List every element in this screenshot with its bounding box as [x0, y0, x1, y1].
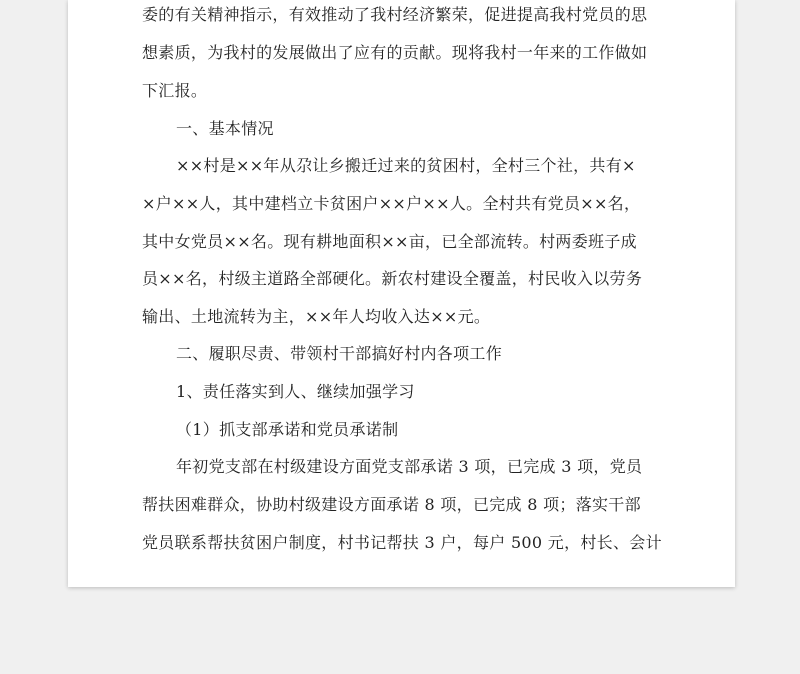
subsection-heading: （1）抓支部承诺和党员承诺制 [176, 420, 399, 439]
section-heading: 二、履职尽责、带领村干部搞好村内各项工作 [176, 344, 503, 363]
text-line: 帮扶困难群众，协助村级建设方面承诺 8 项，已完成 8 项；落实干部 [142, 495, 641, 514]
text-line: 年初党支部在村级建设方面党支部承诺 3 项，已完成 3 项，党员 [176, 457, 643, 476]
text-line: 党员联系帮扶贫困户制度，村书记帮扶 3 户，每户 500 元，村长、会计 [142, 533, 662, 552]
document-page [68, 0, 735, 587]
text-line: ×户××人，其中建档立卡贫困户××户××人。全村共有党员××名， [142, 194, 641, 213]
text-line: 其中女党员××名。现有耕地面积××亩，已全部流转。村两委班子成 [142, 232, 637, 251]
subsection-heading: 1、责任落实到人、继续加强学习 [176, 382, 415, 401]
section-heading: 一、基本情况 [176, 119, 274, 138]
text-line: 员××名，村级主道路全部硬化。新农村建设全覆盖，村民收入以劳务 [142, 269, 643, 288]
text-line: 输出、土地流转为主，××年人均收入达××元。 [142, 307, 491, 326]
text-line: ××村是××年从尕让乡搬迁过来的贫困村，全村三个社，共有× [176, 156, 636, 175]
text-line: 下汇报。 [142, 81, 208, 100]
text-line: 委的有关精神指示，有效推动了我村经济繁荣，促进提高我村党员的思 [142, 5, 648, 24]
text-line: 想素质，为我村的发展做出了应有的贡献。现将我村一年来的工作做如 [142, 43, 648, 62]
